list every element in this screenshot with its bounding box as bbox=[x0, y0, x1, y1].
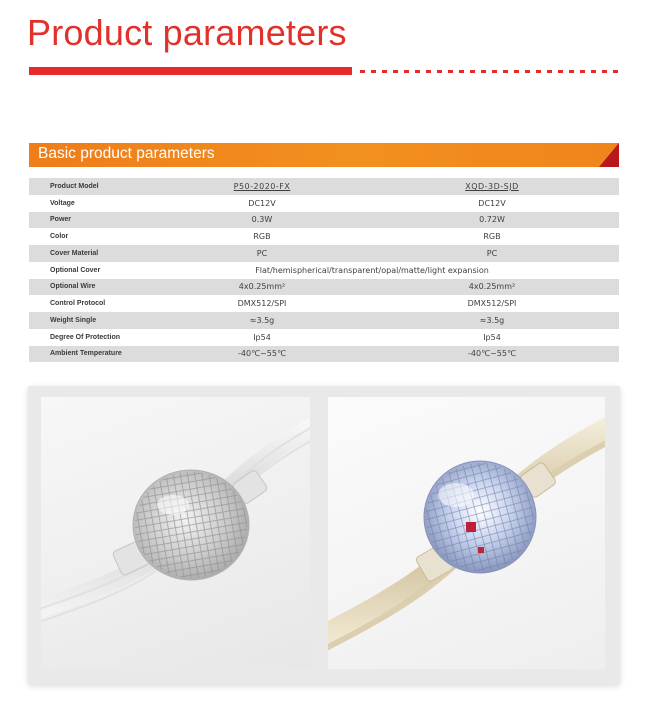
spec-value-model-2: XQD-3D-SJD bbox=[465, 181, 519, 191]
spec-row-optional-wire bbox=[29, 279, 619, 296]
spec-row-model bbox=[29, 178, 619, 195]
spec-label: Power bbox=[50, 216, 72, 224]
spec-value-voltage-1: DC12V bbox=[248, 198, 276, 208]
page-title: Product parameters bbox=[27, 12, 347, 53]
spec-row-optional-cover bbox=[29, 262, 619, 279]
spec-value-weight-1: ≈3.5g bbox=[249, 315, 275, 325]
product-photo-lit-module bbox=[328, 397, 605, 669]
lit-module-illustration bbox=[328, 397, 605, 669]
spec-value-weight-2: ≈3.5g bbox=[479, 315, 505, 325]
spec-value-optional-cover: Flat/hemispherical/transparent/opal/matte/light expansion bbox=[255, 265, 489, 275]
spec-value-protection-1: Ip54 bbox=[253, 332, 271, 342]
clear-module-illustration bbox=[41, 397, 310, 669]
spec-value-optional-wire-1: 4x0.25mm² bbox=[238, 282, 286, 292]
spec-label: Cover Material bbox=[50, 249, 99, 257]
spec-row-protection bbox=[29, 329, 619, 346]
title-dashed-line bbox=[360, 70, 623, 73]
spec-value-optional-wire-2: 4x0.25mm² bbox=[468, 282, 516, 292]
banner-corner-accent bbox=[599, 143, 619, 167]
spec-value-control-protocol-2: DMX512/SPI bbox=[467, 299, 517, 309]
product-photos-panel bbox=[28, 386, 620, 684]
spec-label: Optional Wire bbox=[50, 283, 96, 291]
spec-value-color-2: RGB bbox=[483, 232, 501, 242]
spec-value-cover-material-2: PC bbox=[486, 248, 498, 258]
section-title: Basic product parameters bbox=[38, 145, 215, 162]
spec-row-power bbox=[29, 212, 619, 229]
spec-value-model-1: P50-2020-FX bbox=[233, 181, 291, 191]
product-photo-clear-module bbox=[41, 397, 310, 669]
spec-value-protection-2: Ip54 bbox=[483, 332, 501, 342]
spec-label: Degree Of Protection bbox=[50, 333, 121, 341]
spec-row-weight bbox=[29, 312, 619, 329]
spec-label: Control Protocol bbox=[50, 300, 106, 308]
spec-value-ambient-temp-1: -40℃~55℃ bbox=[238, 349, 286, 359]
spec-value-power-1: 0.3W bbox=[251, 215, 273, 225]
spec-row-color bbox=[29, 228, 619, 245]
spec-value-cover-material-1: PC bbox=[256, 248, 268, 258]
spec-label: Color bbox=[50, 233, 69, 241]
spec-row-control-protocol bbox=[29, 295, 619, 312]
section-banner bbox=[29, 143, 619, 167]
spec-label: Optional Cover bbox=[50, 266, 101, 274]
spec-value-power-2: 0.72W bbox=[479, 215, 505, 225]
spec-value-color-1: RGB bbox=[253, 232, 271, 242]
spec-value-voltage-2: DC12V bbox=[478, 198, 506, 208]
spec-row-voltage bbox=[29, 195, 619, 212]
spec-label: Weight Single bbox=[50, 316, 97, 324]
title-underline-bar bbox=[29, 67, 352, 75]
spec-table bbox=[29, 178, 619, 362]
spec-row-cover-material bbox=[29, 245, 619, 262]
spec-label: Ambient Temperature bbox=[50, 350, 122, 358]
spec-label: Voltage bbox=[50, 199, 75, 207]
spec-value-ambient-temp-2: -40℃~55℃ bbox=[468, 349, 516, 359]
spec-row-ambient-temp bbox=[29, 346, 619, 363]
spec-value-control-protocol-1: DMX512/SPI bbox=[237, 299, 287, 309]
spec-label: Product Model bbox=[50, 182, 99, 190]
